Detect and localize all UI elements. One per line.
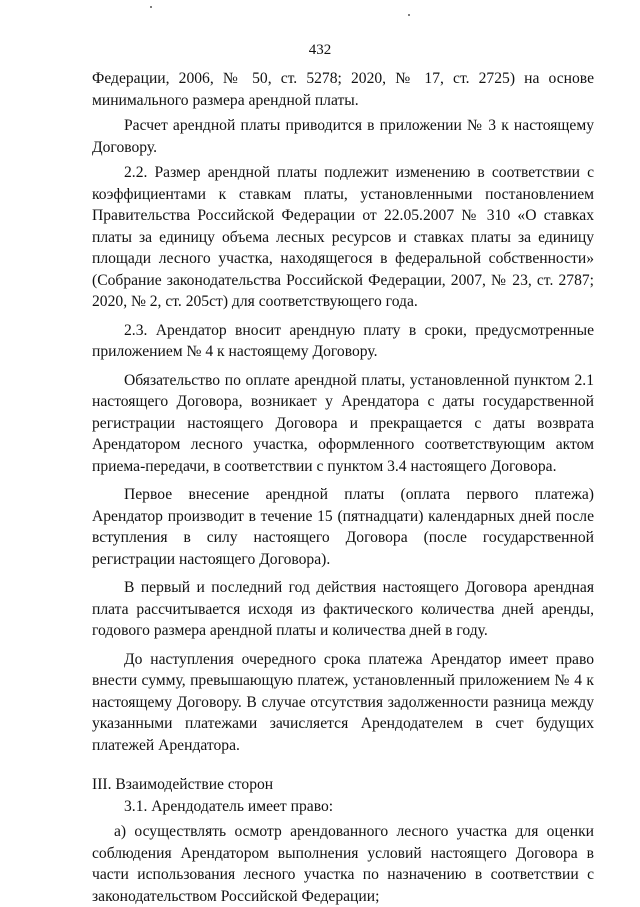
paragraph: 3.1. Арендодатель имеет право: [124, 797, 334, 815]
paragraph: Федерации, 2006, № 50, ст. 5278; 2020, № 17, ст. 2725) на основе минимального размера арендной платы. [92, 70, 594, 109]
paragraph: Расчет арендной платы приводится в приложении № 3 к настоящему Договору. [92, 117, 594, 156]
paragraph: Обязательство по оплате арендной платы, установленной пунктом 2.1 настоящего Договора, возникает у Арендатора с даты государственной регистрации настоящего Договора и прекращается с даты возврата Арендатором лесного участка, оформленного соответствующим актом приема-передачи, в соответствии с пунктом 3.4 настоящего Договора. [92, 371, 594, 475]
section-heading: III. Взаимодействие сторон [92, 776, 274, 793]
paragraph: 2.3. Арендатор вносит арендную плату в сроки, предусмотренные приложением № 4 к настоящему Договору. [92, 321, 594, 360]
paragraph: В первый и последний год действия настоящего Договора арендная плата рассчитывается исходя из фактического количества дней аренды, годового размера арендной платы и количества дней в году. [92, 579, 594, 639]
page-number: 432 [308, 42, 332, 58]
paragraph: Первое внесение арендной платы (оплата первого платежа) Арендатор производит в течение 15 (пятнадцати) календарных дней после вступления в силу настоящего Договора (после государственной регистрации настоящего Договора). [92, 486, 594, 568]
scan-speck [408, 14, 410, 16]
paragraph: а) осуществлять осмотр арендованного лесного участка для оценки соблюдения Арендатором выполнения условий настоящего Договора в части использования лесного участка по назначению в соответствии с законодательством Российской Федерации; [92, 823, 594, 905]
paragraph: До наступления очередного срока платежа Арендатор имеет право внести сумму, превышающую платеж, установленный приложением № 4 к настоящему Договору. В случае отсутствия задолженности разница между указанными платежами зачисляется Арендодателем в счет будущих платежей Арендатора. [92, 650, 594, 754]
document-body [92, 68, 594, 907]
scan-speck [150, 6, 152, 8]
paragraph: 2.2. Размер арендной платы подлежит изменению в соответствии с коэффициентами к ставкам платы, установленными постановлением Правительства Российской Федерации от 22.05.2007 № 310 «О ставках платы за единицу объема лесных ресурсов и ставках платы за единицу площади лесного участка, находящегося в федеральной собственности» (Собрание законодательства Российской Федерации, 2007, № 23, ст. 2787; 2020, № 2, ст. 205ст) для соответствующего года. [92, 164, 594, 310]
